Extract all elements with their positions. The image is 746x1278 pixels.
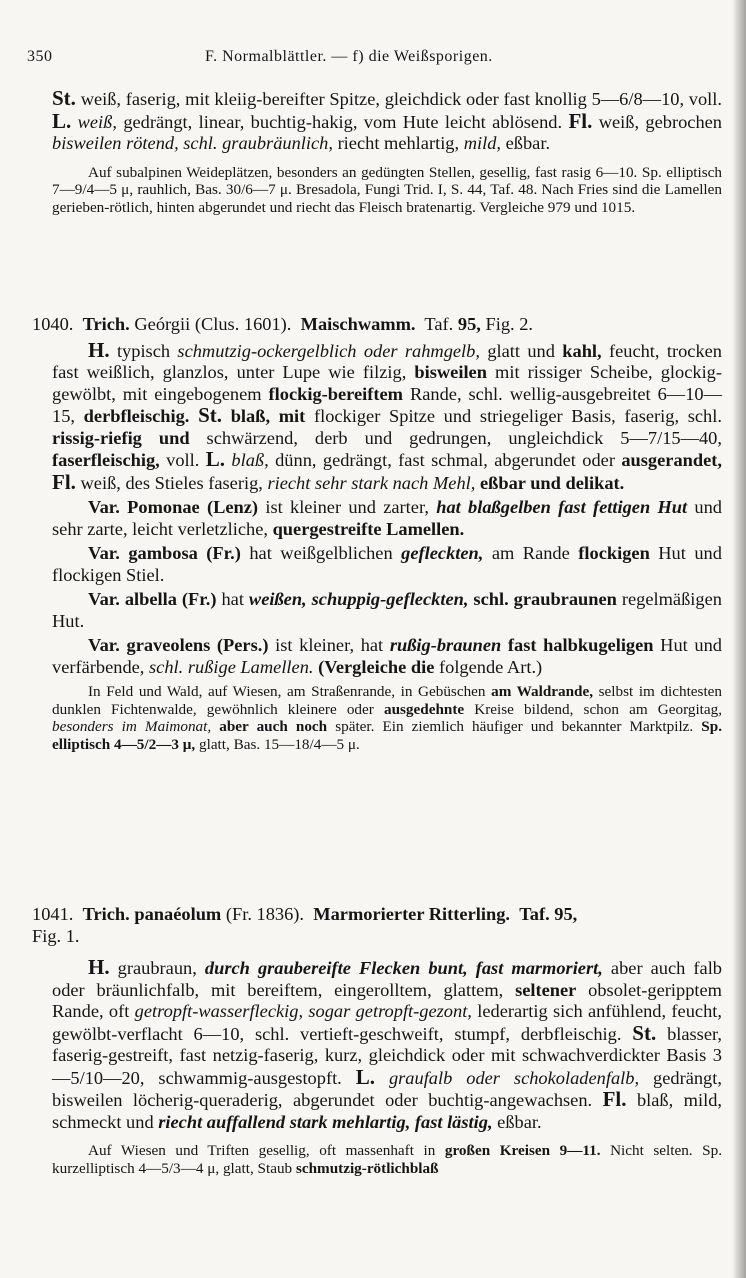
entry-1040: [32, 314, 723, 753]
variety-albella: Var. albella (Fr.) hat weißen, schuppig-gefleckten, schl. graubraunen regelmäßigen Hut.: [52, 589, 722, 631]
variety-gambosa: Var. gambosa (Fr.) hat weißgelblichen gefleckten, am Rande flockigen Hut und flockigen Stiel.: [52, 543, 722, 585]
entry-description: H. graubraun, durch graubereifte Flecken bunt, fast marmoriert, aber auch falb oder bräunlichfalb, mit bereiftem, eingerolltem, glattem, seltener obsolet-geripptem Rande, oft getropft-wasserfleckig, sogar getropft-gezont, lederartig sich anfühlend, feucht, gewölbt-verflacht 6—10, schl. vertieft-geschweift, stumpf, derbfleischig. St. blasser, faserig-gestreift, fast netzig-faserig, kurz, gleichdick oder mit schwachverdickter Basis 3—5/10—20, schwammig-ausgestopft. L. graufalb oder schokoladenfalb, gedrängt, bisweilen löcherig-queraderig, abgerundet oder buchtig-angewachsen. Fl. blaß, mild, schmeckt und riecht auffallend stark mehlartig, fast lästig, eßbar.: [52, 955, 723, 1132]
habitat-note: Auf Wiesen und Triften gesellig, oft massenhaft in großen Kreisen 9—11. Nicht selten. Sp. kurzelliptisch 4—5/3—4 μ, glatt, Staub schmutzig-rötlichblaß: [52, 1142, 722, 1177]
stem-label: St.: [52, 86, 76, 110]
flesh-label: Fl.: [602, 1087, 627, 1111]
cap-label: H.: [88, 337, 110, 362]
page-number: 350: [27, 48, 53, 65]
continued-paragraph: St. weiß, faserig, mit kleiig-bereifter Spitze, gleichdick oder fast knollig 5—6/8—10, voll. L. weiß, gedrängt, linear, buchtig-hakig, vom Hute leicht ablösend. Fl. weiß, gebrochen bisweilen rötend, schl. graubräunlich, riecht mehlartig, mild, eßbar.: [52, 86, 723, 153]
lamellae-label: L.: [52, 108, 72, 133]
flesh-label: Fl.: [52, 469, 76, 494]
habitat-note: Auf subalpinen Weideplätzen, besonders an gedüngten Stellen, gesellig, fast rasig 6—10. Sp. elliptisch 7—9/4—5 μ, rauhlich, Bas. 30/6—7 μ. Bresadola, Fungi Trid. I, S. 44, Taf. 48. Nach Fries sind die Lamellen gerieben-rötlich, hinten abgerundet und riecht das Fleisch bratenartig. Vergleiche 979 und 1015.: [52, 163, 722, 216]
continued-description: [52, 88, 722, 216]
habitat-note: In Feld und Wald, auf Wiesen, am Straßenrande, in Gebüschen am Waldrande, selbst im dichtesten dunklen Fichtenwalde, gewöhnlich kleinere oder ausgedehnte Kreise bildend, schon am Georgitag, besonders im Maimonat, aber auch noch später. Ein ziemlich häufiger und bekannter Marktpilz. Sp. elliptisch 4—5/2—3 μ, glatt, Bas. 15—18/4—5 μ.: [52, 683, 723, 753]
stem-label: St.: [632, 1020, 657, 1045]
common-name: Maischwamm.: [300, 314, 416, 334]
entry-heading: 1040. Trich. Geórgii (Clus. 1601). Maischwamm. Taf. 95, Fig. 2.: [32, 314, 534, 334]
entry-number: 1040.: [32, 314, 74, 334]
variety-graveolens: Var. graveolens (Pers.) ist kleiner, hat rußig-braunen fast halbkugeligen Hut und verfärbende, schl. rußige Lamellen. (Vergleiche die folgende Art.): [52, 635, 722, 677]
page-edge-shadow: [732, 0, 746, 1278]
common-name: Marmorierter Ritterling.: [313, 904, 510, 924]
entry-1041: [32, 904, 723, 1177]
lamellae-label: L.: [355, 1064, 375, 1089]
species-name: Geórgii: [134, 314, 191, 334]
running-header: [0, 48, 746, 72]
flesh-label: Fl.: [568, 108, 593, 133]
entry-heading: 1041. Trich. panaéolum (Fr. 1836). Marmorierter Ritterling. Taf. 95, Fig. 1.: [32, 904, 578, 946]
cap-label: H.: [88, 955, 110, 979]
entry-number: 1041.: [32, 904, 74, 924]
species-name: panaéolum: [134, 904, 222, 924]
stem-label: St.: [198, 403, 223, 427]
entry-description: H. typisch schmutzig-ockergelblich oder rahmgelb, glatt und kahl, feucht, trocken fast weißlich, glanzlos, unter Lupe wie filzig, bisweilen mit rissiger Scheibe, glockig-gewölbt, mit eingebogenem flockig-bereiftem Rande, schl. wellig-ausgebreitet 6—10—15, derbfleischig. St. blaß, mit flockiger Spitze und striegeliger Basis, faserig, schl. rissig-riefig und schwärzend, derb und gedrungen, ungleichdick 5—7/15—40, faserfleischig, voll. L. blaß, dünn, gedrängt, fast schmal, abgerundet oder ausgerandet, Fl. weiß, des Stieles faserig, riecht sehr stark nach Mehl, eßbar und delikat.: [52, 337, 722, 494]
running-title: F. Normalblättler. — f) die Weißsporigen.: [205, 48, 493, 65]
lamellae-label: L.: [205, 447, 226, 471]
variety-pomonae: Var. Pomonae (Lenz) ist kleiner und zarter, hat blaßgelben fast fettigen Hut und sehr zarte, leicht verletzliche, quergestreifte Lamellen.: [52, 497, 722, 539]
